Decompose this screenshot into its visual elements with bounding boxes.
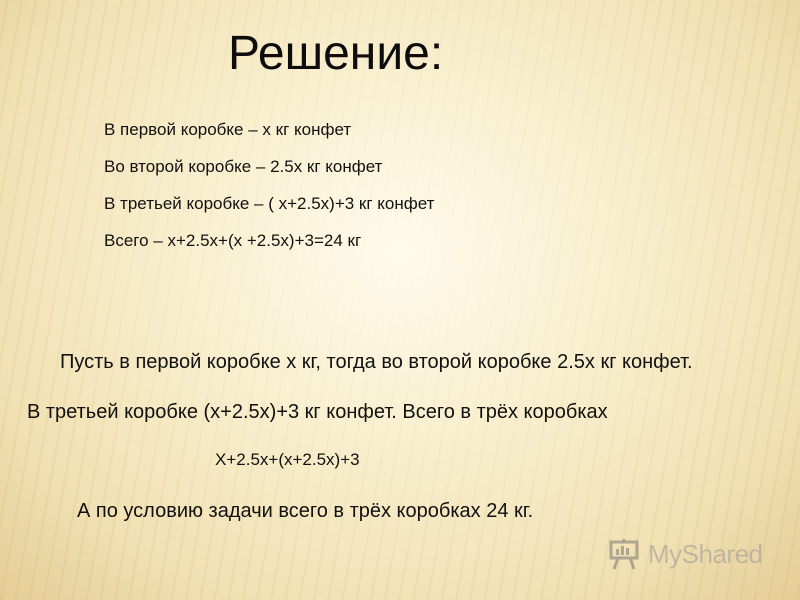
- presentation-board-icon: [608, 537, 642, 571]
- watermark-text: MyShared: [648, 539, 763, 569]
- watermark: [608, 537, 763, 571]
- paragraph-line: А по условию задачи всего в трёх коробках 24 кг.: [77, 500, 534, 522]
- list-item: Всего – х+2.5х+(х +2.5х)+3=24 кг: [104, 231, 362, 250]
- slide-title: Решение:: [228, 27, 444, 80]
- list-item: В третьей коробке – ( х+2.5х)+3 кг конфет: [104, 194, 435, 213]
- formula: Х+2.5х+(х+2.5х)+3: [215, 450, 360, 469]
- list-item: Во второй коробке – 2.5х кг конфет: [104, 157, 383, 176]
- paragraph-line: Пусть в первой коробке х кг, тогда во второй коробке 2.5х кг конфет.: [60, 351, 693, 373]
- list-item: В первой коробке – х кг конфет: [104, 120, 352, 139]
- paragraph-line: В третьей коробке (х+2.5х)+3 кг конфет. Всего в трёх коробках: [27, 401, 608, 423]
